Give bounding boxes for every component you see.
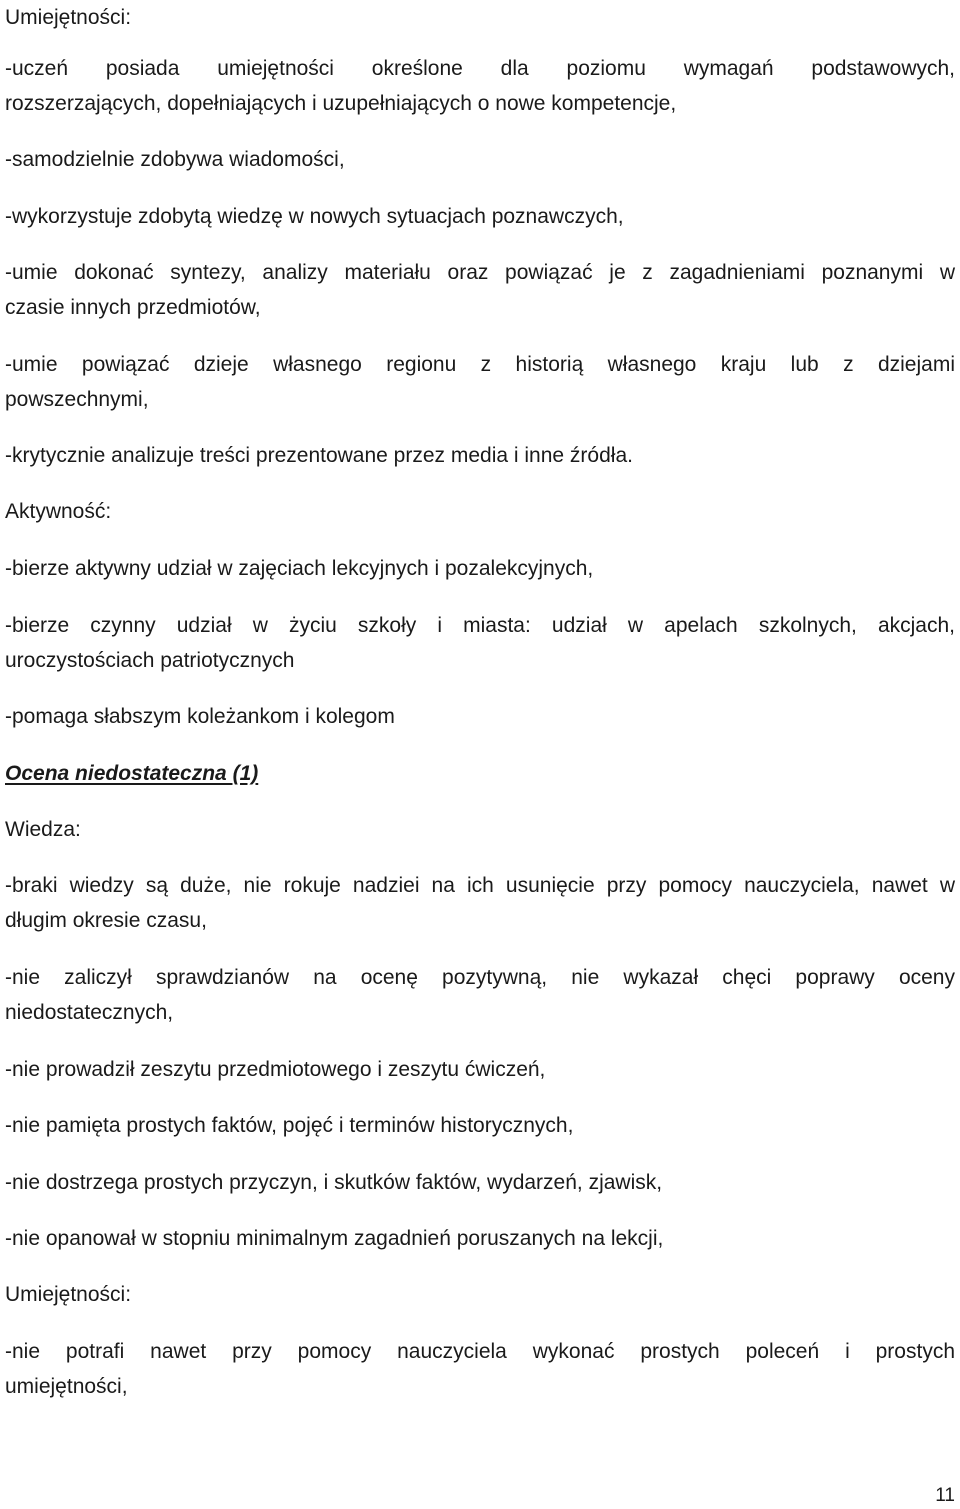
list-item: -samodzielnie zdobywa wiadomości, (5, 148, 345, 171)
page-number: 11 (935, 1485, 955, 1506)
list-item: -pomaga słabszym koleżankom i kolegom (5, 705, 395, 728)
list-item: -bierze aktywny udział w zajęciach lekcyjnych i pozalekcyjnych, (5, 557, 594, 580)
grade-heading: Ocena niedostateczna (1) (5, 762, 259, 785)
list-item-line: -umie dokonać syntezy, analizy materiału oraz powiązać je z zagadnieniami poznanymi w (5, 261, 955, 284)
list-item-line: rozszerzających, dopełniających i uzupełniających o nowe kompetencje, (5, 92, 677, 115)
list-item: -nie pamięta prostych faktów, pojęć i terminów historycznych, (5, 1114, 574, 1137)
section-heading-umiejetnosci: Umiejętności: (5, 6, 132, 29)
list-item: -wykorzystuje zdobytą wiedzę w nowych sytuacjach poznawczych, (5, 205, 624, 228)
list-item-line: umiejętności, (5, 1375, 128, 1398)
list-item-line: -nie potrafi nawet przy pomocy nauczyciela wykonać prostych poleceń i prostych (5, 1340, 955, 1363)
list-item-line: -braki wiedzy są duże, nie rokuje nadziei na ich usunięcie przy pomocy nauczyciela, nawet w (5, 874, 955, 897)
list-item-line: uroczystościach patriotycznych (5, 649, 295, 672)
section-heading-wiedza: Wiedza: (5, 818, 81, 841)
list-item: -krytycznie analizuje treści prezentowane przez media i inne źródła. (5, 444, 633, 467)
section-heading-umiejetnosci-2: Umiejętności: (5, 1283, 132, 1306)
list-item-line: czasie innych przedmiotów, (5, 296, 261, 319)
list-item-line: niedostatecznych, (5, 1001, 174, 1024)
list-item: -nie opanował w stopniu minimalnym zagadnień poruszanych na lekcji, (5, 1227, 664, 1250)
list-item-line: powszechnymi, (5, 388, 149, 411)
list-item-line: -bierze czynny udział w życiu szkoły i miasta: udział w apelach szkolnych, akcjach, (5, 614, 955, 637)
list-item: -nie dostrzega prostych przyczyn, i skutków faktów, wydarzeń, zjawisk, (5, 1171, 663, 1194)
section-heading-aktywnosc: Aktywność: (5, 500, 112, 523)
list-item-line: -nie zaliczył sprawdzianów na ocenę pozytywną, nie wykazał chęci poprawy oceny (5, 966, 955, 989)
document-page (5, 0, 955, 1509)
list-item: -nie prowadził zeszytu przedmiotowego i zeszytu ćwiczeń, (5, 1058, 546, 1081)
list-item-line: -uczeń posiada umiejętności określone dla poziomu wymagań podstawowych, (5, 57, 955, 80)
list-item-line: -umie powiązać dzieje własnego regionu z historią własnego kraju lub z dziejami (5, 353, 955, 376)
list-item-line: długim okresie czasu, (5, 909, 207, 932)
